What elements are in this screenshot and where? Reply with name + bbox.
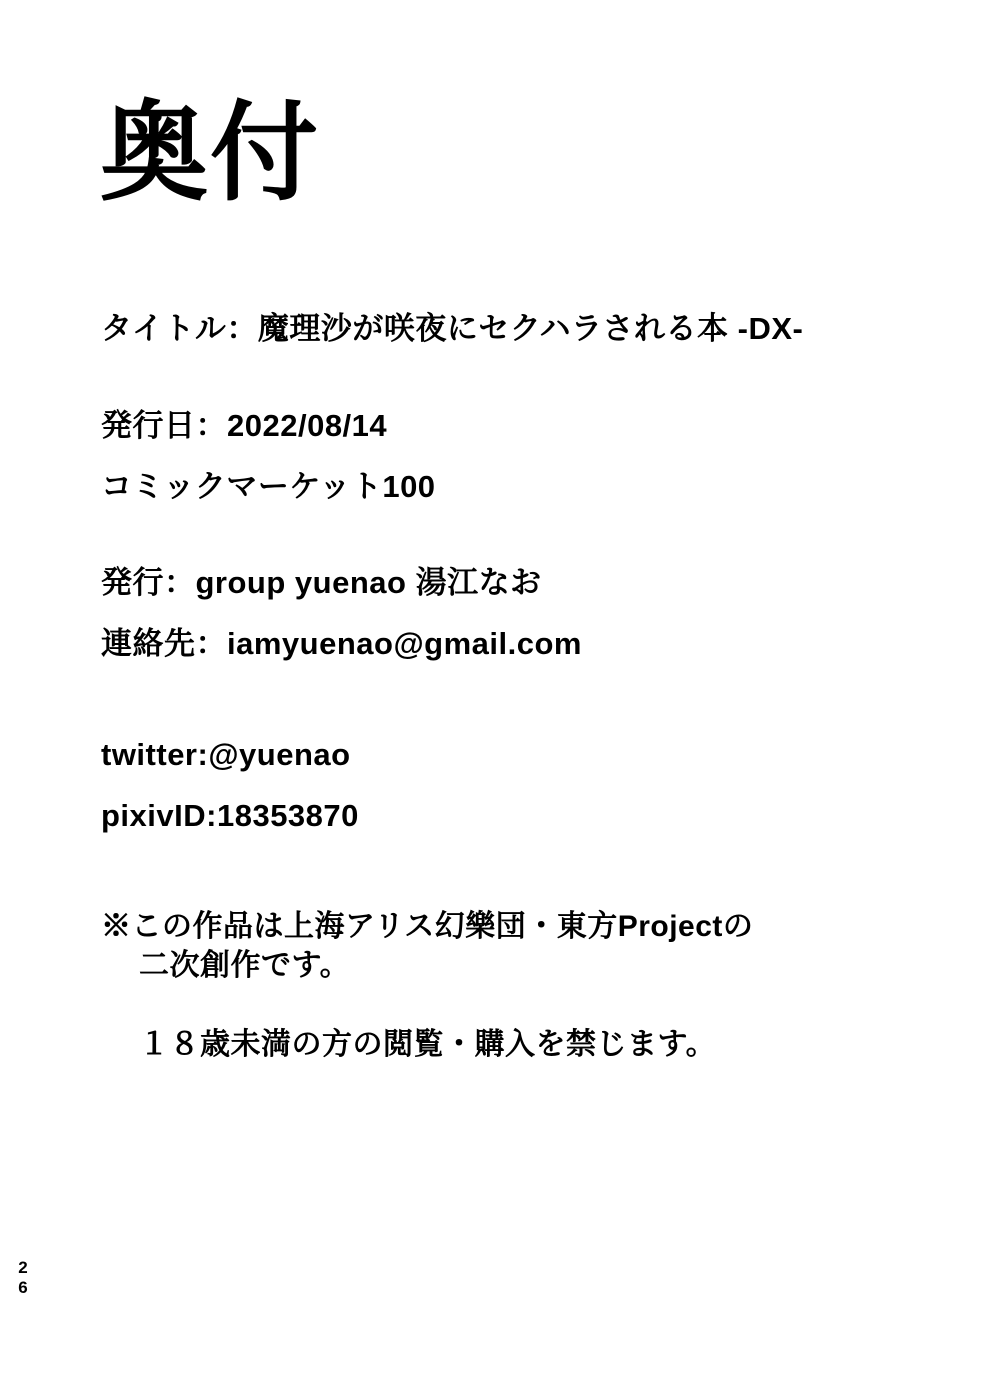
derivative-notice-line-2: 二次創作です。 <box>139 949 351 983</box>
pixiv-id-line: pixivID:18353870 <box>101 797 359 833</box>
spacer <box>101 985 961 1025</box>
derivative-notice-line-1: ※この作品は上海アリス幻樂団・東方Projectの <box>101 910 754 944</box>
spacer <box>101 506 961 564</box>
event-line: コミックマーケット100 <box>101 468 436 504</box>
spacer <box>101 835 961 907</box>
page-title: 奥付 <box>100 92 321 213</box>
page-number <box>14 1258 32 1297</box>
age-restriction-line: １８歳未満の方の閲覧・購入を禁じます。 <box>139 1028 717 1062</box>
contact-email-line: 連絡先：iamyuenao@gmail.com <box>101 626 582 661</box>
spacer <box>101 775 961 797</box>
work-title-line: タイトル：魔理沙が咲夜にセクハラされる本 -DX- <box>101 311 804 346</box>
publish-date-line: 発行日：2022/08/14 <box>101 407 388 443</box>
spacer <box>101 664 961 736</box>
legal-notice <box>101 907 961 1064</box>
page-number-digit-2: 6 <box>18 1277 28 1297</box>
spacer <box>101 349 961 407</box>
spacer <box>101 446 961 468</box>
colophon-details <box>101 310 961 1064</box>
spacer <box>101 603 961 625</box>
twitter-handle-line: twitter:@yuenao <box>101 736 351 772</box>
publisher-line: 発行：group yuenao 湯江なお <box>101 565 542 601</box>
page-number-digit-1: 2 <box>18 1258 28 1277</box>
